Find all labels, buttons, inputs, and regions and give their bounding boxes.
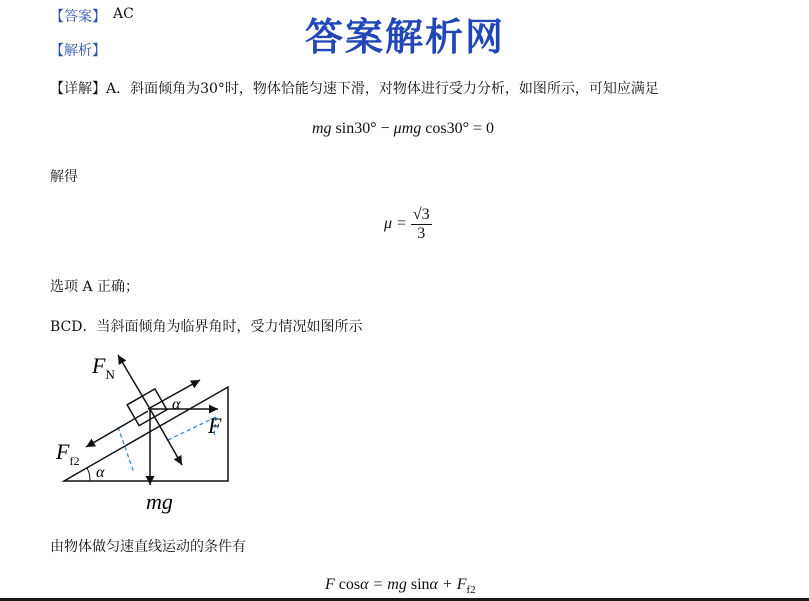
base-angle-arc [87, 468, 90, 481]
option-a-text: 选项 A 正确； [50, 279, 140, 295]
equation-1 [312, 120, 494, 138]
label-mg: mg [146, 489, 173, 514]
eq3-subscript: f2 [466, 584, 476, 597]
label-alpha-base: α [96, 464, 105, 481]
eq2-lhs: μ = [384, 215, 411, 233]
label-f: F [208, 413, 222, 438]
dashed-line-1 [118, 427, 134, 473]
perpendicular-component-arrow [150, 409, 182, 465]
bcd-text: BCD．当斜面倾角为临界角时，受力情况如图所示 [50, 319, 363, 335]
detail-label: 【详解】 [50, 81, 106, 97]
force-diagram [50, 345, 250, 520]
eq3-part-a: F [325, 576, 335, 593]
equation-2 [384, 206, 432, 243]
eq2-denominator: 3 [417, 225, 426, 242]
eq1-part-d: cos30° = 0 [425, 120, 494, 137]
detail-paragraph [50, 78, 659, 98]
equation-3 [325, 576, 476, 596]
label-alpha-top: α [172, 396, 181, 413]
label-ff2: $F_{f2}$ [56, 439, 80, 468]
answer-value: AC [113, 6, 134, 22]
friction-force-arrow [86, 411, 148, 447]
eq2-fraction [411, 206, 432, 243]
eq1-part-a: mg [312, 120, 332, 137]
label-fn: $F_N$ [92, 353, 115, 382]
eq1-part-c: μmg [393, 120, 422, 137]
analysis-label: 【解析】 [50, 43, 106, 59]
detail-text: A．斜面倾角为30°时，物体恰能匀速下滑，对物体进行受力分析，如图所示，可知应满足 [106, 81, 659, 97]
eq1-part-b: sin30° − [335, 120, 394, 137]
eq3-part-c: α = mg [360, 576, 407, 593]
site-watermark: 答案解析网 [305, 15, 506, 59]
condition-text: 由物体做匀速直线运动的条件有 [50, 539, 246, 555]
solve-text: 解得 [50, 169, 78, 185]
eq2-numerator: √3 [412, 206, 430, 223]
eq3-part-e: α + F [429, 576, 467, 593]
eq3-part-d: sin [410, 576, 430, 593]
eq3-part-b: cos [338, 576, 361, 593]
answer-label: 【答案】 [50, 9, 106, 25]
